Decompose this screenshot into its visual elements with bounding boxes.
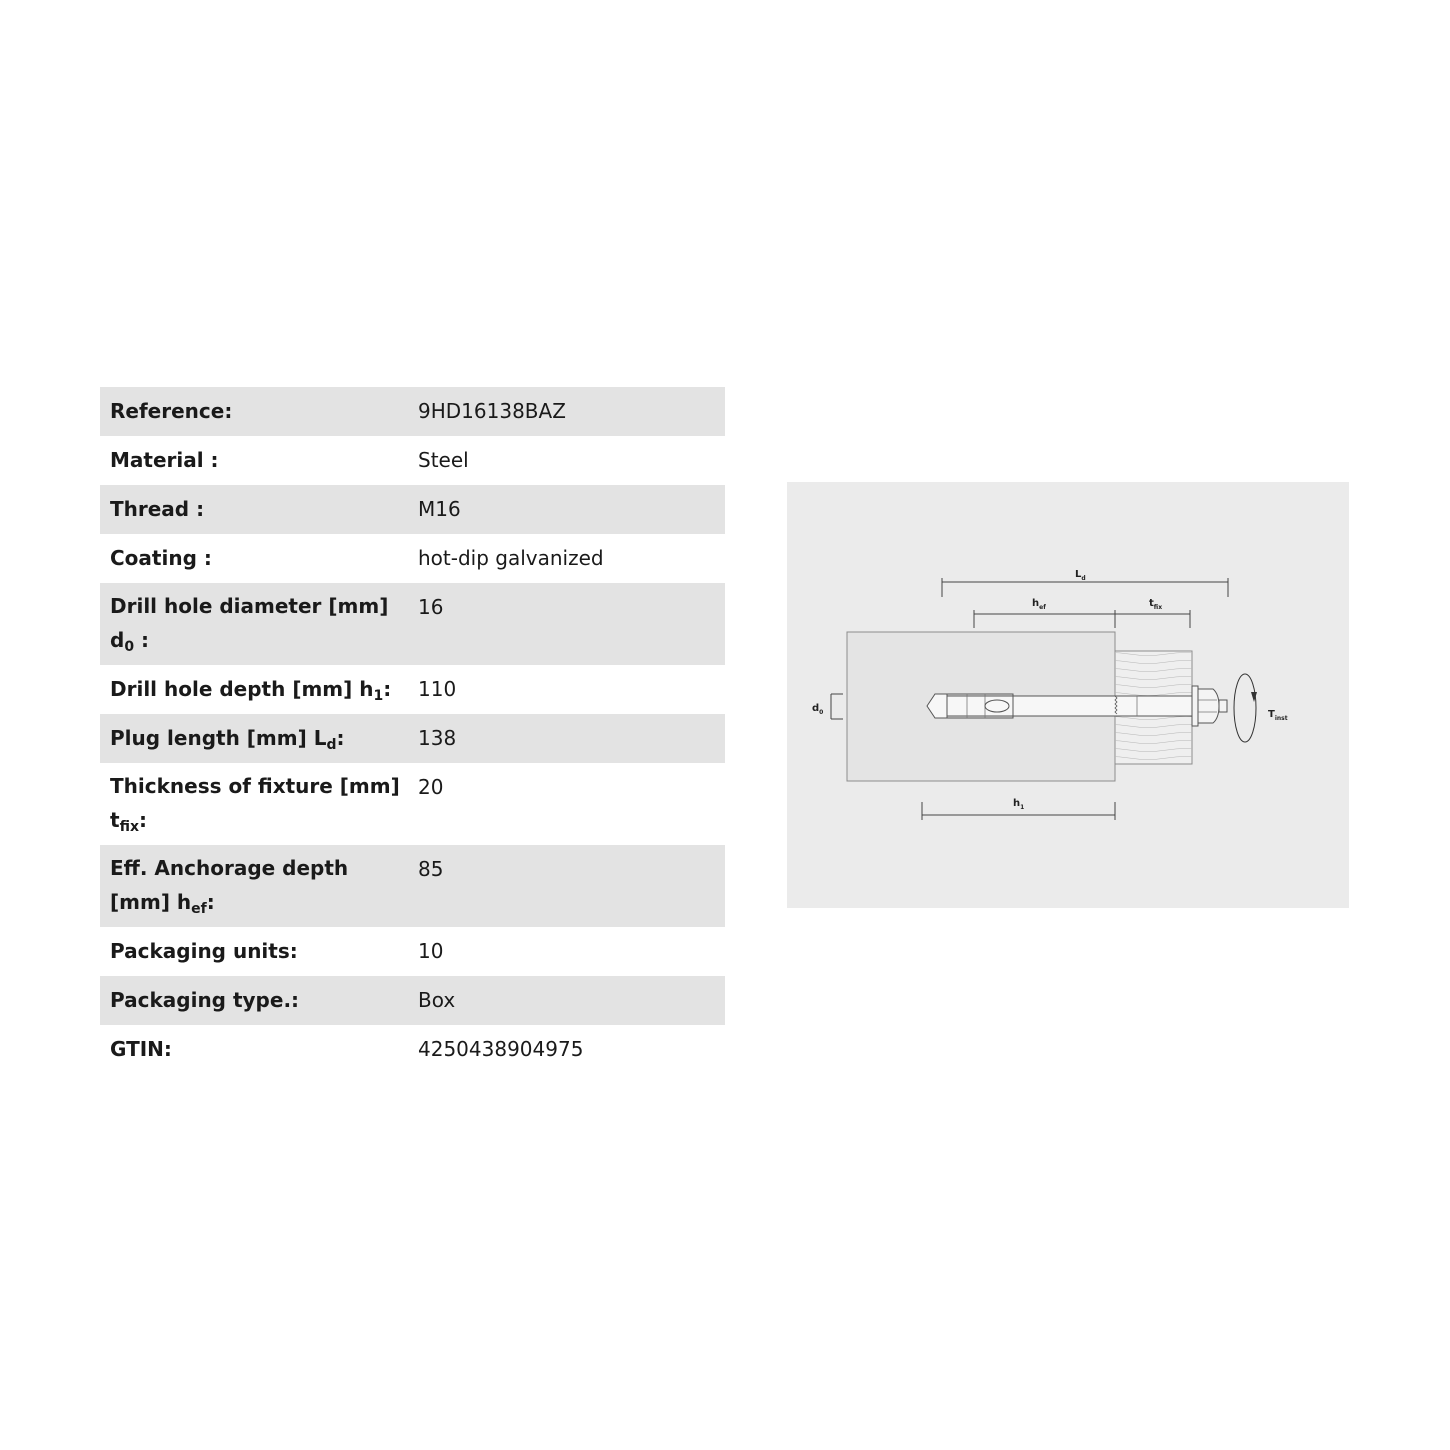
spec-value: M16 — [418, 497, 461, 521]
spec-label: Drill hole diameter [mm] $d_0$ : — [110, 594, 389, 655]
anchor-installation-diagram — [787, 482, 1349, 908]
hef-label: $h_{ef}$ — [1032, 598, 1046, 611]
spec-label: Reference: — [110, 399, 233, 423]
tfix-label: $t_{fix}$ — [1149, 598, 1163, 611]
spec-row-packaging-units — [100, 927, 725, 976]
spec-value: Box — [418, 988, 456, 1012]
d0-label: $d_0$ — [812, 703, 824, 716]
spec-label: Eff. Anchorage depth [mm] $h_{ef}$: — [110, 856, 349, 917]
spec-row-packaging-type — [100, 976, 725, 1025]
spec-value: Steel — [418, 448, 469, 472]
ld-dimension — [942, 569, 1228, 597]
spec-row-drill-diameter — [100, 583, 725, 665]
spec-row-reference — [100, 387, 725, 436]
spec-value: 20 — [418, 775, 444, 799]
spec-label: Drill hole depth [mm] $h_1$: — [110, 677, 392, 704]
spec-value: 9HD16138BAZ — [418, 399, 566, 423]
spec-label: Material : — [110, 448, 219, 472]
spec-value: 110 — [418, 677, 457, 701]
spec-label: Thickness of fixture [mm] $t_{fix}$: — [110, 774, 400, 835]
spec-label: Coating : — [110, 546, 212, 570]
torque-arrow — [1234, 674, 1256, 742]
h1-dimension — [922, 798, 1115, 820]
spec-row-fixture-thickness — [100, 763, 725, 845]
spec-row-thread — [100, 485, 725, 534]
anchor-shaft — [947, 696, 1193, 716]
tinst-label: $T_{inst}$ — [1268, 709, 1288, 722]
hef-dimension — [974, 598, 1115, 628]
spec-value: hot-dip galvanized — [418, 546, 604, 570]
spec-row-plug-length — [100, 714, 725, 763]
d0-dimension — [812, 694, 843, 719]
spec-row-coating — [100, 534, 725, 583]
spec-value: 10 — [418, 939, 444, 963]
spec-label: Packaging units: — [110, 939, 298, 963]
h1-label: $h_1$ — [1013, 798, 1025, 811]
spec-table — [100, 387, 725, 1074]
spec-value: 4250438904975 — [418, 1037, 584, 1061]
washer — [1192, 686, 1198, 726]
ld-label: $L_d$ — [1075, 569, 1086, 582]
spec-value: 138 — [418, 726, 457, 750]
hex-nut — [1198, 689, 1219, 723]
tfix-dimension — [1115, 598, 1190, 628]
spec-row-gtin — [100, 1025, 725, 1074]
spec-row-material — [100, 436, 725, 485]
spec-value: 16 — [418, 595, 444, 619]
anchor-drawing — [787, 482, 1349, 908]
spec-label: GTIN: — [110, 1037, 172, 1061]
spec-label: Thread : — [110, 497, 205, 521]
spec-label: Packaging type.: — [110, 988, 300, 1012]
spec-label: Plug length [mm] $L_d$: — [110, 726, 345, 753]
spec-row-drill-depth — [100, 665, 725, 714]
spec-value: 85 — [418, 857, 444, 881]
spec-row-anchorage-depth — [100, 845, 725, 927]
